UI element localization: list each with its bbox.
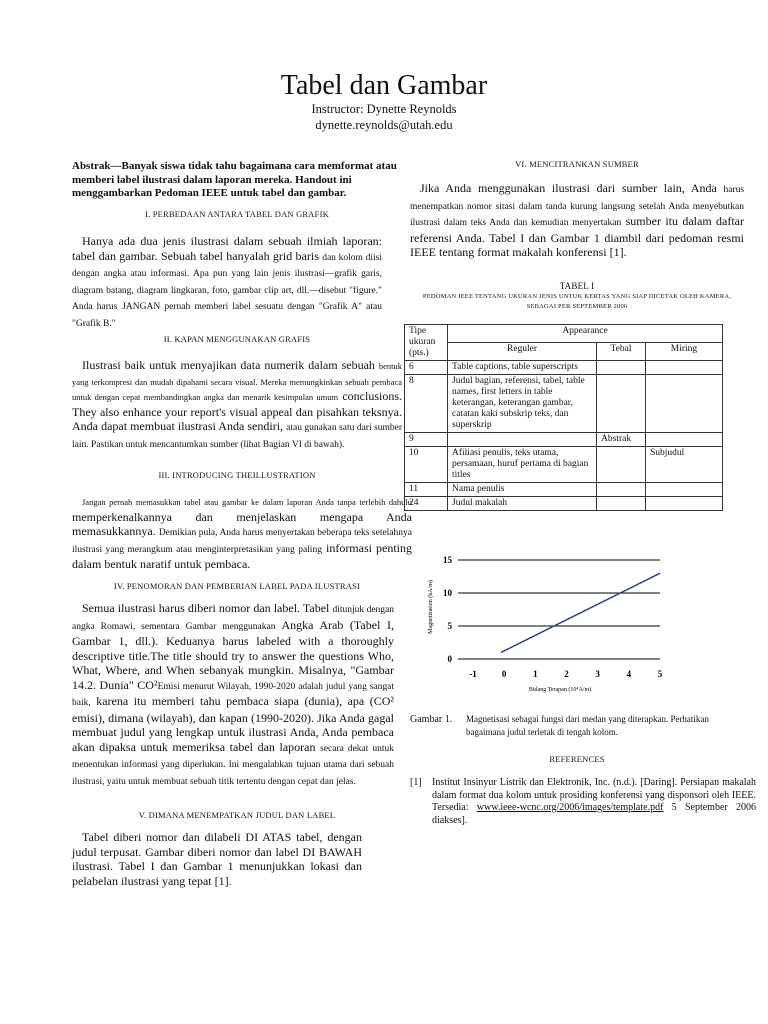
section-5-text: Tabel diberi nomor dan dilabeli DI ATAS tabel, dengan judul terpusat. Gambar diberi nomor dan label DI BAWAH ilustrasi. Tabel I dan Gambar 1 menunjukkan lokasi dan pelabelan ilustrasi yang tepat [1]. (72, 830, 362, 888)
section-4-heading: IV. PENOMORAN DAN PEMBERIAN LABEL PADA ILUSTRASI (113, 581, 361, 591)
table-cell-size: 9 (405, 433, 448, 447)
table-row (405, 361, 723, 375)
section-3-text-d: informasi penting dalam bentuk naratif untuk pembaca. (72, 540, 412, 571)
section-1-text-a: Hanya ada dua jenis ilustrasi dalam sebuah ilmiah laporan: tabel dan gambar. Sebuah tabel hanyalah grid baris (72, 234, 382, 263)
table-row (405, 483, 723, 497)
table-cell-size: 11 (405, 483, 448, 497)
instructor-line: Instructor: Dynette Reynolds (311, 102, 457, 116)
section-1-heading: I. PERBEDAAN ANTARA TABEL DAN GRAFIK (145, 209, 329, 219)
table-cell-tebal (597, 483, 646, 497)
chart-x-tick: 0 (501, 669, 507, 679)
abstract: Abstrak—Banyak siswa tidak tahu bagaimana cara memformat atau memberi label ilustrasi dalam laporan mereka. Handout ini menggambarkan Pedoman IEEE untuk tabel dan gambar. (72, 160, 397, 199)
section-1-para (72, 234, 382, 331)
section-2-text-d: atau gunakan satu dari sumber lain. Pastikan untuk mencantumkan sumber (lihat Bagian VI di bawah). (72, 423, 403, 450)
section-4-text-e: secara dekat untuk menentukan informasi yang diperlukan. Ini mengalahkan (72, 743, 395, 770)
table-cell-tebal (597, 361, 646, 375)
ref-1-link[interactable]: www.ieee-wcnc.org/2006/images/template.pdf (476, 802, 664, 813)
section-4-text-c: Angka Arab (Tabel I, Gambar 1, dll.). Keduanya harus labeled with a thoroughly descriptive title.The title should try to answer the questions Who, What, Where, and When sebanyak mungkin. Misalnya, "Gambar 14.2. Dunia" CO² (72, 617, 394, 692)
table-head-miring: Miring (646, 343, 723, 361)
section-6-para (410, 181, 744, 260)
section-5-heading: V. DIMANA MENEMPATKAN JUDUL DAN LABEL (138, 810, 336, 820)
section-3-text-c: Demikian pula, Anda harus menyertakan beberapa teks setelahnya ilustrasi yang merangkum atau menginterpretasikan yang paling (72, 528, 413, 555)
table-cell-tebal (597, 375, 646, 433)
section-6-text-b: harus menempatkan nomor sitasi dalam tanda kurung langsung setelah Anda menyebutkan ilustrasi dalam teks Anda dan kemudian menyertakan (410, 185, 745, 228)
chart-x-tick: 3 (595, 669, 600, 679)
chart-y-tick: 0 (447, 654, 452, 664)
table-cell-reguler: Table captions, table superscripts (448, 361, 597, 375)
table-cell-reguler: Afiliasi penulis, teks utama, persamaan, huruf pertama di bagian titles (448, 447, 597, 483)
section-4-para (72, 601, 394, 789)
table-head-tebal: Tebal (597, 343, 646, 361)
section-6-text-a: Jika Anda menggunakan ilustrasi dari sumber lain, Anda (420, 181, 717, 195)
type-size-table (404, 324, 723, 511)
table-cell-reguler (448, 433, 597, 447)
paper-title: Tabel dan Gambar (280, 70, 488, 101)
chart-x-tick: 1 (533, 669, 538, 679)
section-6-text-c: sumber itu dalam daftar referensi Anda. Tabel I dan Gambar 1 diambil dari pedoman resmi IEEE tentang format makalah konferensi [1]. (410, 214, 745, 259)
table-row (405, 375, 723, 433)
section-3-text-b: memperkenalkannya dan menjelaskan mengapa Anda memasukkannya. (72, 509, 412, 538)
table-cell-size: 24 (405, 497, 448, 511)
table-cell-miring (646, 483, 723, 497)
section-4-text-c2: Emisi menurut Wilayah, 1990-2020 adalah judul yang sangat baik, (72, 681, 395, 708)
figure-caption: Magnetisasi sebagai fungsi dari medan yang diterapkan. Perhatikan bagaimana judul terletak di tengah kolom. (466, 714, 709, 737)
table-cell-reguler: Judul bagian, referensi, tabel, table names, first letters in table keterangan, keterangan gambar, catatan kaki subskrip teks, dan superskrip (448, 375, 597, 433)
table-cell-tebal (597, 447, 646, 483)
magnetization-chart (410, 548, 678, 698)
chart-x-tick: 5 (657, 669, 663, 679)
ref-1 (432, 777, 756, 827)
chart-x-tick: 2 (564, 669, 569, 679)
table-title: PEDOMAN IEEE TENTANG UKURAN JENIS UNTUK KERTAS YANG SIAP DICETAK OLEH KAMERA, SEBAGAI PER SEPTEMBER 2006 (422, 293, 732, 310)
section-1-text-b: dan kolom diisi dengan angka atau informasi. Apa pun yang lain jenis ilustrasi—grafik garis, diagram batang, diagram lingkaran, foto, gambar clip art, dll.—disebut "figure." Anda harus (72, 252, 382, 312)
email-line: dynette.reynolds@utah.edu (315, 118, 453, 132)
table-cell-size: 8 (405, 375, 448, 433)
table-cell-size: 10 (405, 447, 448, 483)
section-3-text-a: Jangan pernah memasukkan tabel atau gambar ke dalam laporan Anda tanpa terlebih dahulu (82, 497, 412, 507)
table-row (405, 447, 723, 483)
section-2-text-b: bentuk yang terkompresi dan mudah dipahami secara visual. Mereka memungkinkan sebuah pembaca untuk dengan cepat membandingkan angka dan menarik kesimpulan umum (72, 361, 402, 402)
references-heading: REFERENCES (549, 754, 605, 764)
table-cell-miring (646, 497, 723, 511)
chart-y-tick: 5 (447, 621, 452, 631)
section-2-text-c: conclusions. They also enhance your report's visual appeal dan pisahkan teksnya. Anda dapat membuat ilustrasi Anda sendiri, (72, 389, 402, 433)
table-cell-reguler: Judul makalah (448, 497, 597, 511)
ref-1-number: [1] (410, 777, 422, 788)
table-cell-miring (646, 433, 723, 447)
chart-y-tick: 10 (443, 588, 452, 598)
section-4-text-a: Semua ilustrasi harus diberi nomor dan label. Tabel (82, 601, 330, 615)
table-cell-miring: Subjudul (646, 447, 723, 483)
section-5-para (72, 830, 362, 888)
section-3-heading: III. INTRODUCING THEILLUSTRATION (158, 470, 316, 480)
chart-series-line (501, 573, 660, 652)
table-head-appearance: Appearance (448, 325, 723, 343)
section-4-text-b: ditunjuk dengan angka Romawi, sementara Gambar menggunakan (72, 605, 394, 632)
table-cell-reguler: Nama penulis (448, 483, 597, 497)
section-6-heading: VI. MENCITRANKAN SUMBER (515, 159, 639, 169)
table-head-reguler: Reguler (448, 343, 597, 361)
table-head-size: Tipe ukuran (pts.) (405, 325, 448, 361)
figure-label: Gambar 1. (410, 714, 453, 725)
table-row (405, 497, 723, 511)
section-2-heading: II. KAPAN MENGGUNAKAN GRAFIS (163, 334, 311, 344)
section-1-text-c: JANGAN pernah memberi label sesuatu dengan "Grafik A" atau "Grafik B." (72, 302, 382, 329)
table-cell-tebal: Abstrak (597, 433, 646, 447)
section-3-para (72, 494, 412, 572)
chart-y-tick: 15 (443, 555, 452, 565)
table-cell-miring (646, 361, 723, 375)
section-4-text-f: tujuan utama dari sebuah ilustrasi, yaitu untuk membuat sebuah titik tertentu dengan cepat dan jelas. (72, 760, 394, 787)
ref-1-text: Institut Insinyur Listrik dan Elektronik, Inc. (n.d.). [Daring]. Persiapan makalah dalam format dua kolom untuk prosiding konferensi yang disponsori oleh IEEE. Tersedia: (432, 777, 756, 813)
table-cell-size: 6 (405, 361, 448, 375)
section-2-text-a: Ilustrasi baik untuk menyajikan data numerik dalam sebuah (82, 358, 375, 372)
chart-x-tick: -1 (469, 669, 477, 679)
chart-x-label: Bidang Terapan (10⁴A/m) (528, 687, 592, 693)
table-cell-tebal (597, 497, 646, 511)
chart-y-label: Magnetization (kA/m) (428, 580, 434, 634)
section-2-para (72, 358, 402, 452)
table-row (405, 433, 723, 447)
chart-x-tick: 4 (626, 669, 632, 679)
section-4-text-d: karena itu memberi tahu pembaca siapa (dunia), apa (CO² emisi), dimana (wilayah), dan kapan (1990-2020). Jika Anda gagal membuat judul yang lengkap untuk ilustrasi Anda, Anda pembaca akan dipaksa untuk memeriksa tabel dan laporan (72, 694, 394, 754)
table-cell-miring (646, 375, 723, 433)
ref-1-tail: 5 September 2006 diakses]. (432, 802, 757, 826)
table-label: TABEL I (559, 281, 595, 291)
